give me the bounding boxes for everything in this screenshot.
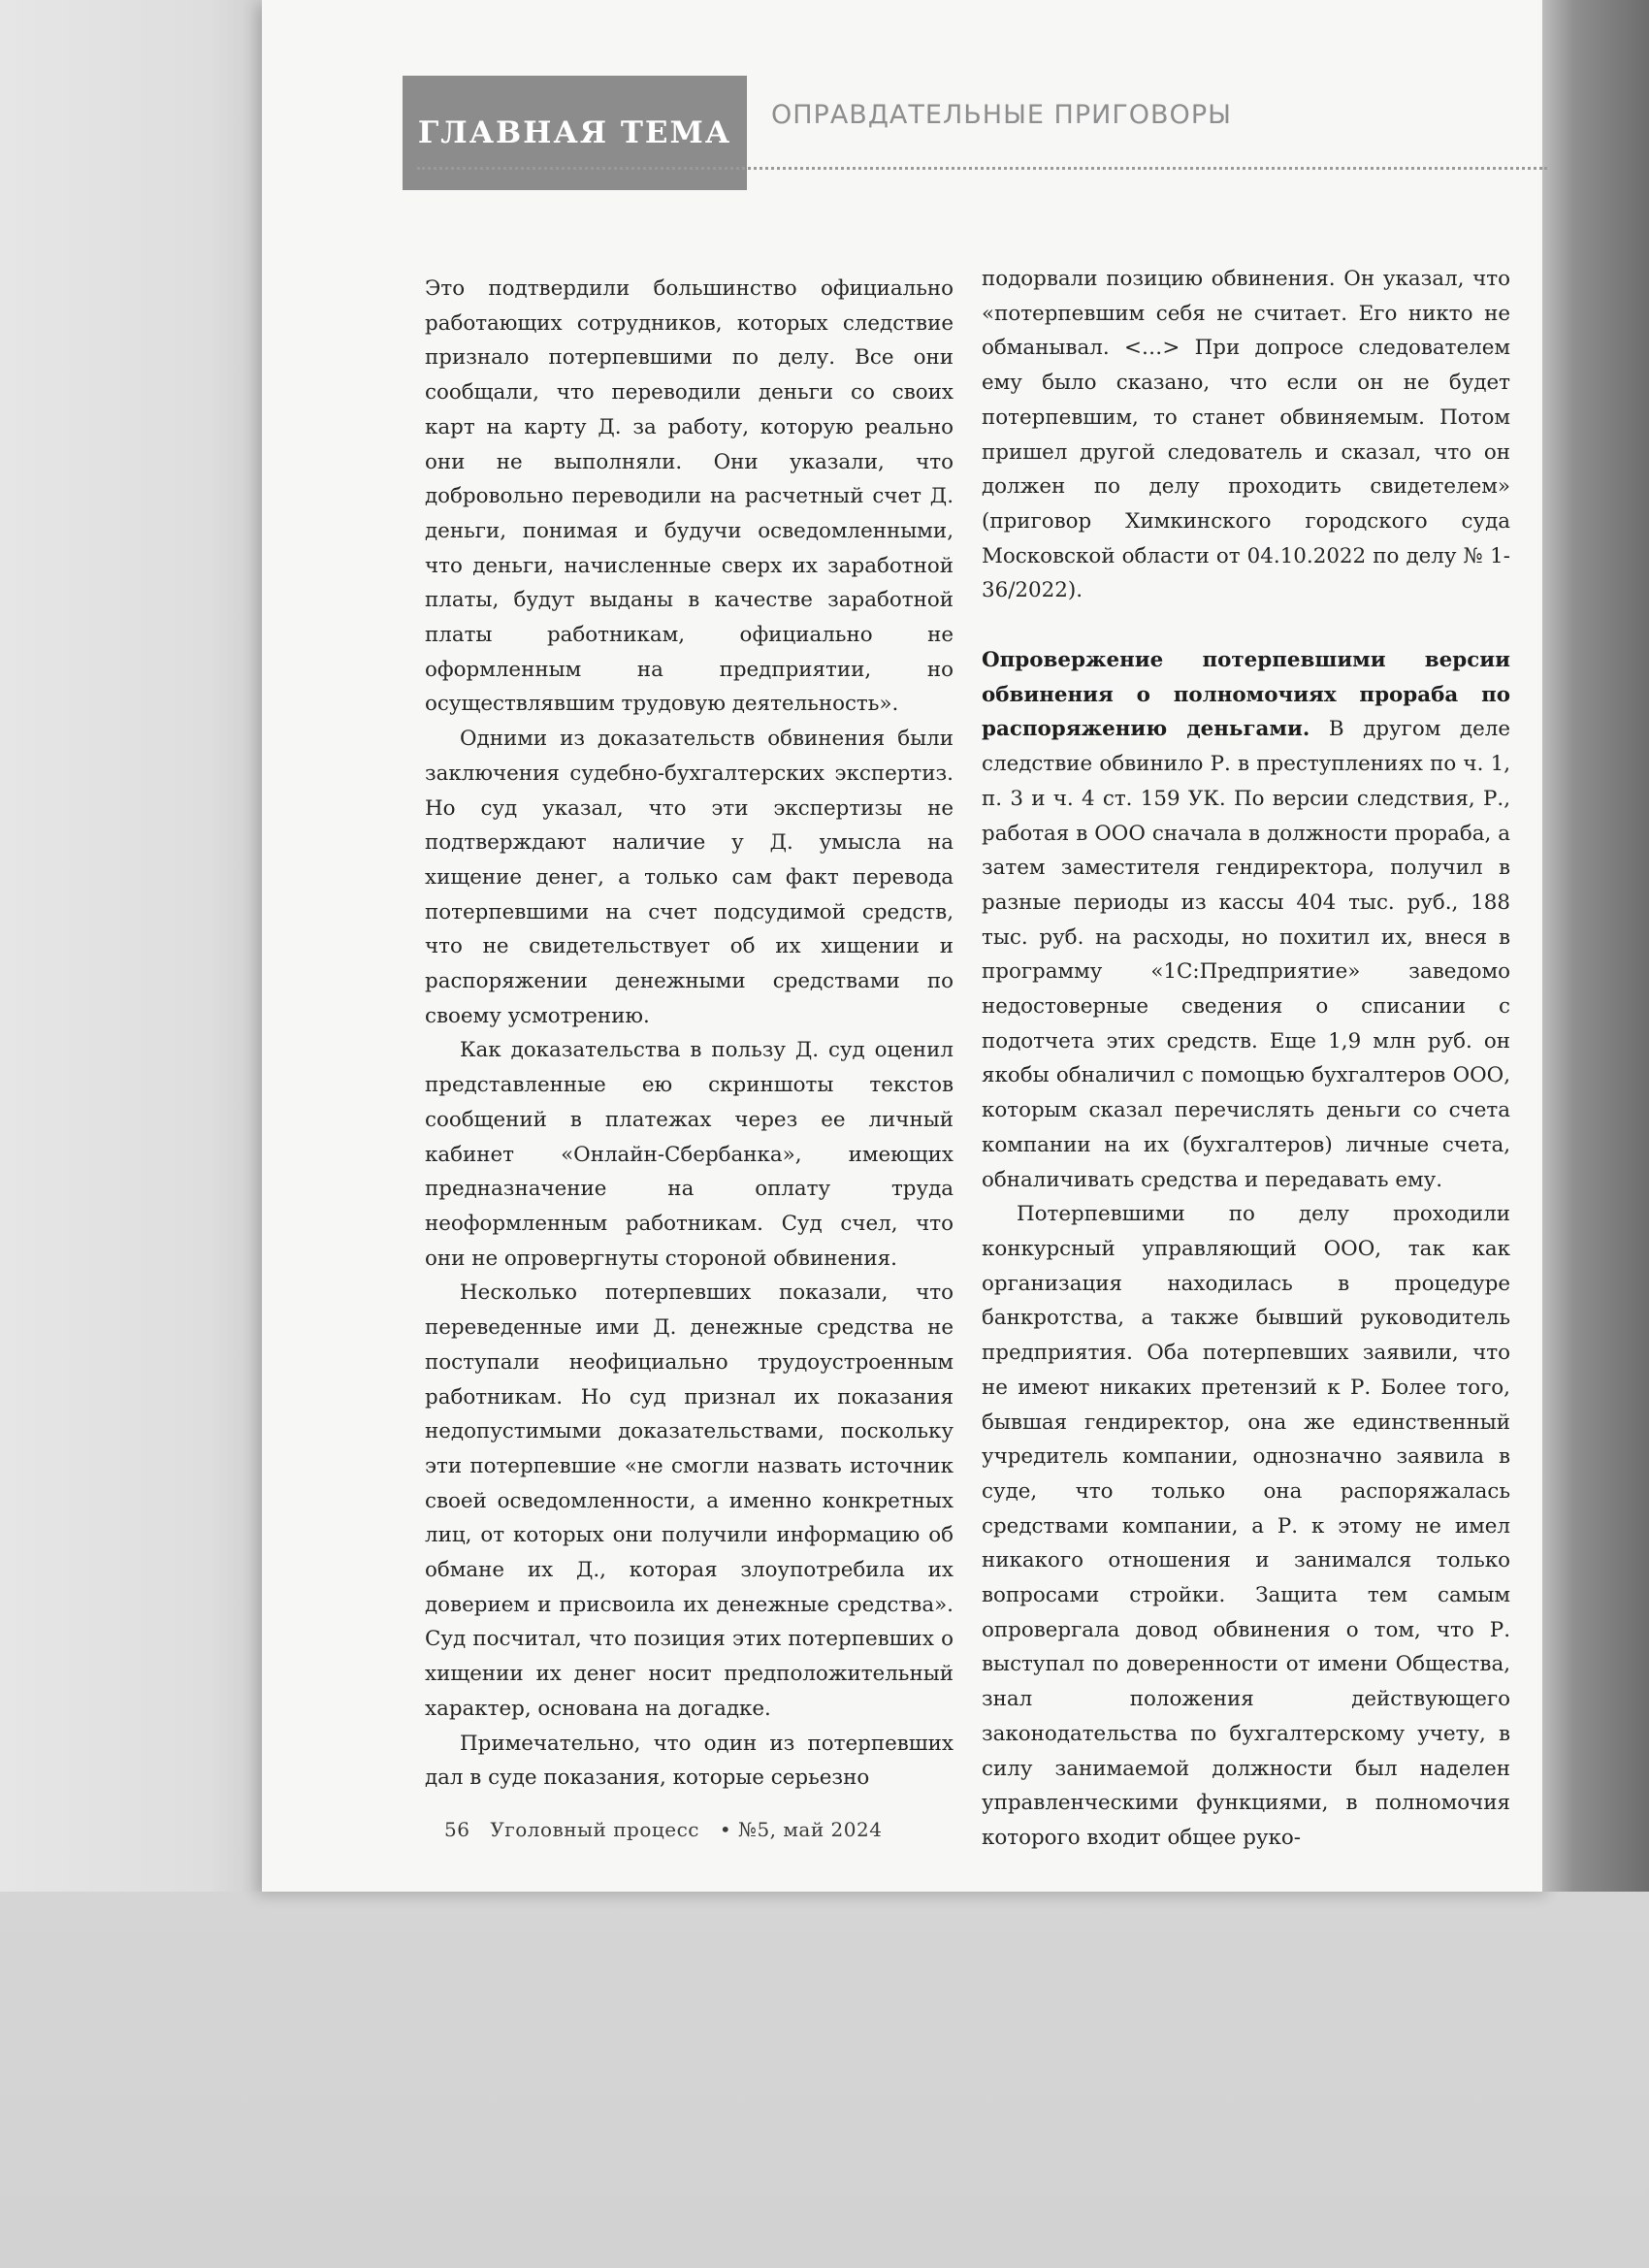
right-column: [982, 262, 1510, 1856]
paragraph-with-heading: [982, 643, 1510, 1197]
journal-name: Уголовный процесс: [490, 1818, 699, 1841]
section-tag-label: ГЛАВНАЯ ТЕМА: [417, 115, 732, 150]
page-footer: [444, 1818, 895, 1841]
issue-info: • №5, май 2024: [719, 1818, 883, 1841]
paragraph: Примечательно, что один из потерпевших дал в суде показания, которые серьезно: [425, 1731, 954, 1791]
section-title: ОПРАВДАТЕЛЬНЫЕ ПРИГОВОРЫ: [771, 100, 1232, 130]
paragraph: Одними из доказательств обвинения были заключения судебно-бухгалтерских экспертиз. Но суд указал, что эти экспертизы не подтверждают наличие у Д. умысла на хищение денег, а только сам факт перевода потерпевшими на счет подсудимой средств, что не свидетельствует об их хищении и распоряжении денежными средствами по своему усмотрению.: [425, 727, 954, 1028]
paragraph: подорвали позицию обвинения. Он указал, что «потерпевшим себя не считает. Его никто не обманывал. <…> При допросе следователем ему было сказано, что если он не будет потерпевшим, то станет обвиняемым. Потом пришел другой следователь и сказал, что он должен по делу проходить свидетелем» (приговор Химкинского городского суда Московской области от 04.10.2022 по делу № 1-36/2022).: [982, 267, 1510, 603]
left-page-edge: [0, 0, 262, 1892]
page-number: 56: [444, 1818, 470, 1841]
paragraph: Это подтвердили большинство официально работающих сотрудников, которых следствие признало потерпевшими по делу. Все они сообщали, что переводили деньги со своих карт на карту Д. за работу, которую реально они не выполняли. Они указали, что добровольно переводили на расчетный счет Д. деньги, понимая и будучи осведомленными, что деньги, начисленные сверх их заработной платы, будут выданы в качестве заработной платы работникам, официально не оформленным на предприятии, но осуществлявшим трудовую деятельность».: [425, 276, 954, 717]
left-column: [425, 272, 954, 1796]
paragraph-body: В другом деле следствие обвинило Р. в преступлениях по ч. 1, п. 3 и ч. 4 ст. 159 УК. По версии следствия, Р., работая в ООО сначала в должности прораба, а затем заместителя гендиректора, получил в разные периоды из кассы 404 тыс. руб., 188 тыс. руб. на расходы, но похитил их, внеся в программу «1С:Предприятие» заведомо недостоверные сведения о списании с подотчета этих средств. Еще 1,9 млн руб. он якобы обналичил с помощью бухгалтеров ООО, которым сказал перечислять деньги со счета компании на их (бухгалтеров) личные счета, обналичивать средства и передавать ему.: [982, 717, 1510, 1192]
header-dotted-rule: [417, 167, 1547, 170]
section-tag: [403, 76, 747, 190]
inline-heading: Опровержение потерпевшими версии обвинения о полномочиях прораба по распоряжению деньгами.: [982, 648, 1510, 742]
paragraph: Несколько потерпевших показали, что переведенные ими Д. денежные средства не поступали неофициально трудоустроенным работникам. Но суд признал их показания недопустимыми доказательствами, поскольку эти потерпевшие «не смогли назвать источник своей осведомленности, а именно конкретных лиц, от которых они получили информацию об обмане их Д., которая злоупотребила их доверием и присвоила их денежные средства». Суд посчитал, что позиция этих потерпевших о хищении их денег носит предположительный характер, основана на догадке.: [425, 1280, 954, 1721]
paragraph: Потерпевшими по делу проходили конкурсный управляющий ООО, так как организация находилась в процедуре банкротства, а также бывший руководитель предприятия. Оба потерпевших заявили, что не имеют никаких претензий к Р. Более того, бывшая гендиректор, она же единственный учредитель компании, однозначно заявила в суде, что только она распоряжалась средствами компании, а Р. к этому не имел никакого отношения и занимался только вопросами стройки. Защита тем самым опровергала довод обвинения о том, что Р. выступал по доверенности от имени Общества, знал положения действующего законодательства по бухгалтерскому учету, в силу занимаемой должности был наделен управленческими функциями, в полномочия которого входит общее руко-: [982, 1202, 1510, 1850]
binding-shadow: [1542, 0, 1649, 1892]
paragraph: Как доказательства в пользу Д. суд оценил представленные ею скриншоты текстов сообщений в платежах через ее личный кабинет «Онлайн-Сбербанка», имеющих предназначение на оплату труда неоформленным работникам. Суд счел, что они не опровергнуты стороной обвинения.: [425, 1038, 954, 1271]
